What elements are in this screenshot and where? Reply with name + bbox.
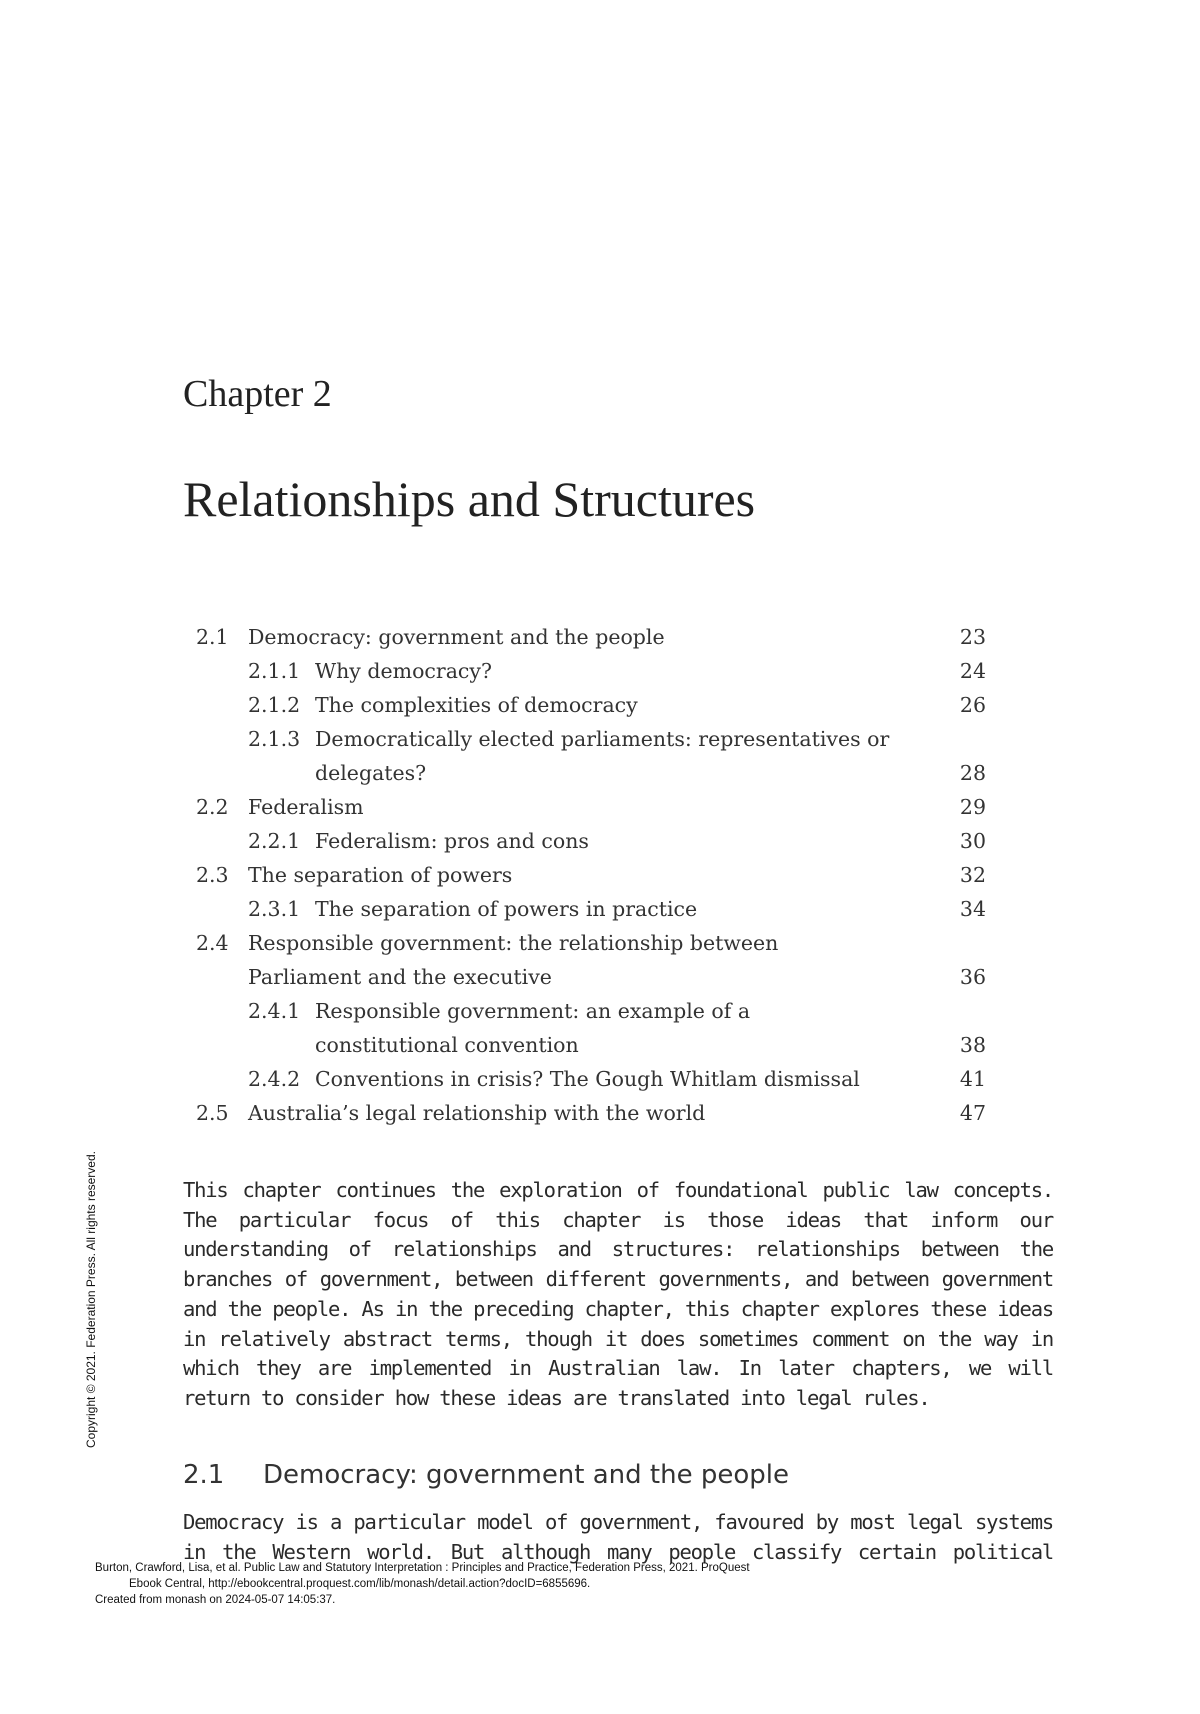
- toc-entry-page: 32: [959, 863, 986, 887]
- toc-entry-page: 47: [959, 1101, 986, 1125]
- toc-entry: [196, 654, 986, 688]
- toc-entry: [196, 1062, 986, 1096]
- table-of-contents: [196, 620, 986, 1130]
- footer-line-1: Burton, Crawford, Lisa, et al. Public Law and Statutory Interpretation : Principles and Practice, Federation Press, 2021. ProQuest: [95, 1562, 750, 1574]
- toc-entry: [196, 620, 986, 654]
- toc-entry: [196, 892, 986, 926]
- toc-entry-number: 2.1.1: [248, 659, 301, 683]
- toc-entry-title: The separation of powers: [248, 863, 513, 887]
- section-number: 2.1: [183, 1460, 225, 1490]
- toc-entry: [196, 790, 986, 824]
- toc-entry-number: 2.2.1: [248, 829, 301, 853]
- chapter-label: Chapter 2: [183, 373, 332, 415]
- toc-entry-page: 38: [959, 1033, 986, 1057]
- toc-entry: [196, 994, 986, 1062]
- section-body: Democracy is a particular model of government, favoured by most legal systems in the Western world. But although many people classify certain political: [183, 1510, 1053, 1564]
- toc-entry-title: Democratically elected parliaments: representatives or delegates?: [315, 727, 890, 785]
- intro-paragraph: This chapter continues the exploration of foundational public law concepts. The particular focus of this chapter is those ideas that inform our understanding of relationships and structures: relationships between the branches of government, between different governments, and between government and the people. As in the preceding chapter, this chapter explores these ideas in relatively abstract terms, though it does sometimes comment on the way in which they are implemented in Australian law. In later chapters, we will return to consider how these ideas are translated into legal rules.: [183, 1178, 1053, 1410]
- toc-entry-title: Democracy: government and the people: [248, 625, 665, 649]
- toc-entry: [196, 858, 986, 892]
- toc-entry-number: 2.1: [196, 625, 229, 649]
- toc-entry-title: Responsible government: the relationship between Parliament and the executive: [248, 931, 779, 989]
- toc-entry-number: 2.4.2: [248, 1067, 301, 1091]
- toc-entry-title: Federalism: [248, 795, 364, 819]
- toc-entry-title: Australia’s legal relationship with the world: [248, 1101, 706, 1125]
- toc-entry-page: 28: [959, 761, 986, 785]
- toc-entry-number: 2.4: [196, 931, 229, 955]
- toc-entry-page: 23: [959, 625, 986, 649]
- toc-entry: [196, 824, 986, 858]
- footer-citation: [95, 1560, 1095, 1608]
- toc-entry-number: 2.4.1: [248, 999, 301, 1023]
- toc-entry: [196, 688, 986, 722]
- toc-entry-number: 2.5: [196, 1101, 229, 1125]
- side-copyright: Copyright © 2021. Federation Press. All rights reserved.: [84, 1151, 98, 1448]
- toc-entry-title: Conventions in crisis? The Gough Whitlam dismissal: [315, 1067, 860, 1091]
- toc-entry: [196, 1096, 986, 1130]
- toc-entry-title: The separation of powers in practice: [315, 897, 698, 921]
- toc-entry-page: 29: [959, 795, 986, 819]
- chapter-title: Relationships and Structures: [183, 471, 756, 527]
- toc-entry-number: 2.3: [196, 863, 229, 887]
- toc-entry-title: Why democracy?: [315, 659, 492, 683]
- toc-entry-page: 41: [959, 1067, 986, 1091]
- toc-entry-title: Federalism: pros and cons: [315, 829, 589, 853]
- toc-entry-page: 30: [959, 829, 986, 853]
- toc-entry: [196, 926, 986, 994]
- section-title: Democracy: government and the people: [263, 1460, 789, 1490]
- toc-entry: [196, 722, 986, 790]
- footer-line-3: Created from monash on 2024-05-07 14:05:37.: [95, 1594, 336, 1606]
- toc-entry-number: 2.1.3: [248, 727, 301, 751]
- toc-entry-title: The complexities of democracy: [315, 693, 638, 717]
- section-heading: [183, 1460, 789, 1490]
- toc-entry-page: 34: [959, 897, 986, 921]
- toc-entry-page: 26: [959, 693, 986, 717]
- toc-entry-page: 36: [959, 965, 986, 989]
- toc-entry-page: 24: [959, 659, 986, 683]
- toc-entry-title: Responsible government: an example of a constitutional convention: [315, 999, 751, 1057]
- footer-line-2: Ebook Central, http://ebookcentral.proquest.com/lib/monash/detail.action?docID=6855696.: [129, 1578, 591, 1590]
- toc-entry-number: 2.1.2: [248, 693, 301, 717]
- toc-entry-number: 2.3.1: [248, 897, 301, 921]
- toc-entry-number: 2.2: [196, 795, 229, 819]
